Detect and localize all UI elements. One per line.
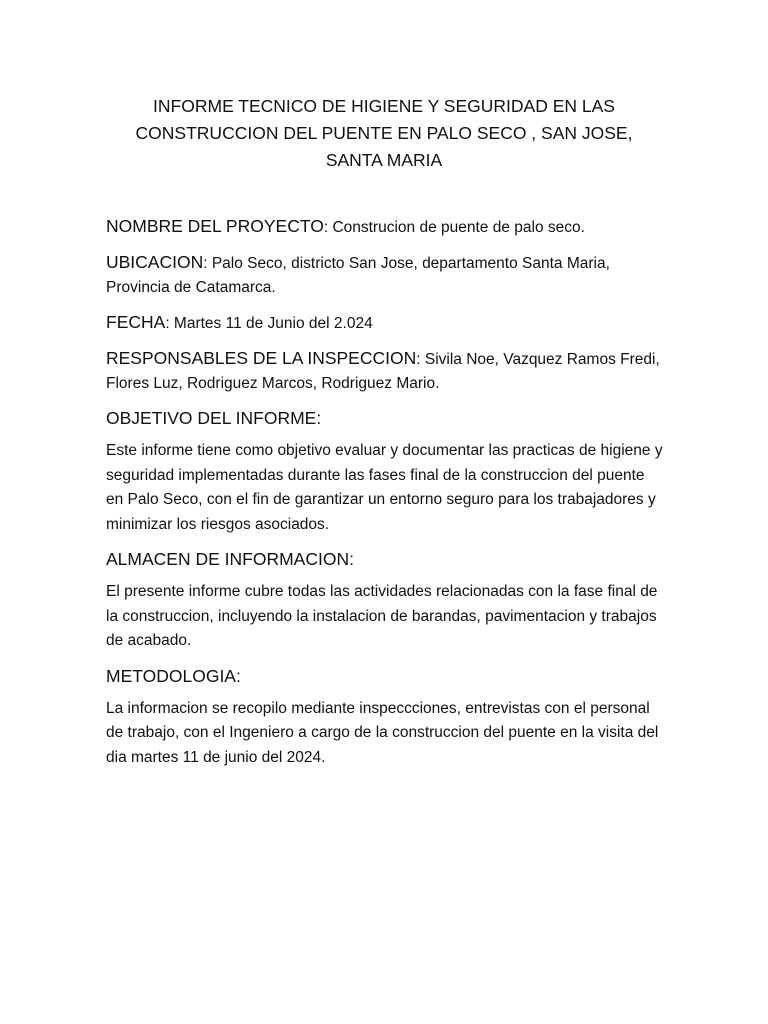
field-label: FECHA xyxy=(106,312,166,332)
section-body-objective: Este informe tiene como objetivo evaluar y documentar las practicas de higiene y seguridad implementadas durante las fases final de la construccion del puente en Palo Seco, con el fin de garantizar un entorno seguro para los trabajadores y minimizar los riesgos asociados. xyxy=(106,442,663,533)
section-heading-methodology: METODOLOGIA: xyxy=(106,665,241,686)
field-value: : Construcion de puente de palo seco. xyxy=(323,219,585,236)
section-body-methodology: La informacion se recopilo mediante inspeccciones, entrevistas con el personal de trabajo, con el Ingeniero a cargo de la construccion del puente en la visita del dia martes 11 de junio del 2024. xyxy=(106,699,659,766)
field-project-name xyxy=(106,214,666,240)
field-date xyxy=(106,310,666,336)
field-location xyxy=(106,250,666,300)
field-value: : Palo Seco, districto San Jose, departamento Santa Maria, Provincia de Catamarca. xyxy=(106,255,610,296)
section-body-scope: El presente informe cubre todas las actividades relacionadas con la fase final de la construccion, incluyendo la instalacion de barandas, pavimentacion y trabajos de acabado. xyxy=(106,583,658,649)
field-value: : Martes 11 de Junio del 2.024 xyxy=(165,315,373,332)
field-responsibles xyxy=(106,346,666,396)
section-heading-scope: ALMACEN DE INFORMACION: xyxy=(106,549,354,569)
field-label: RESPONSABLES DE LA INSPECCION xyxy=(106,348,417,368)
field-label: UBICACION xyxy=(106,252,204,272)
section-heading-objective: OBJETIVO DEL INFORME: xyxy=(106,408,322,428)
document-content xyxy=(106,214,666,780)
document-title: INFORME TECNICO DE HIGIENE Y SEGURIDAD EN LAS CONSTRUCCION DEL PUENTE EN PALO SECO , SAN JOSE, SANTA MARIA xyxy=(135,96,633,170)
field-label: NOMBRE DEL PROYECTO xyxy=(106,216,324,236)
field-value: : Sivila Noe, Vazquez Ramos Fredi, Flores Luz, Rodriguez Marcos, Rodriguez Mario. xyxy=(106,351,660,392)
